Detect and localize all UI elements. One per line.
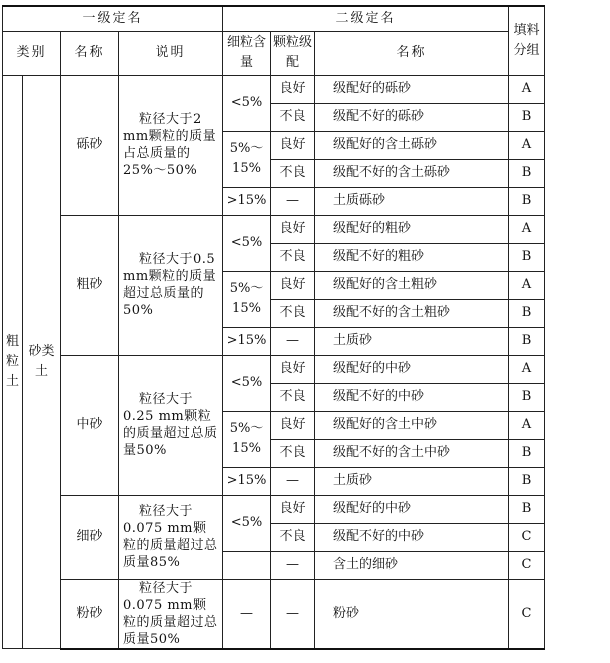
fine-content-range: <5% bbox=[223, 495, 271, 551]
gradation-cell: 良好 bbox=[271, 131, 315, 159]
soil-name-cell: 级配好的中砂 bbox=[315, 355, 509, 383]
gradation-cell: — bbox=[271, 467, 315, 495]
gradation-cell: — bbox=[271, 579, 315, 649]
header-gradation: 颗粒级配 bbox=[271, 31, 315, 75]
gradation-cell: — bbox=[271, 551, 315, 579]
soil-name-cell: 级配不好的中砂 bbox=[315, 523, 509, 551]
header-description: 说明 bbox=[119, 31, 223, 75]
gradation-cell: 良好 bbox=[271, 215, 315, 243]
soil-name-cell: 级配不好的粗砂 bbox=[315, 243, 509, 271]
fill-group-cell: A bbox=[509, 271, 545, 299]
fill-group-cell: B bbox=[509, 187, 545, 215]
gradation-cell: 不良 bbox=[271, 439, 315, 467]
gradation-cell: 良好 bbox=[271, 355, 315, 383]
fill-group-cell: B bbox=[509, 327, 545, 355]
soil-name-cell: 土质砂 bbox=[315, 467, 509, 495]
fine-content-range bbox=[223, 551, 271, 579]
group-name: 细砂 bbox=[61, 495, 119, 579]
soil-name-cell: 级配不好的含土砾砂 bbox=[315, 159, 509, 187]
fill-group-cell: B bbox=[509, 103, 545, 131]
soil-name-cell: 级配好的含土砾砂 bbox=[315, 131, 509, 159]
fill-group-cell: B bbox=[509, 243, 545, 271]
fine-content-range: 5%～15% bbox=[223, 271, 271, 327]
header-level2: 二级定名 bbox=[223, 6, 509, 31]
fill-group-cell: B bbox=[509, 299, 545, 327]
group-description: 粒径大于0.075 mm颗粒的质量超过总质量85% bbox=[119, 495, 223, 579]
soil-name-cell: 级配好的粗砂 bbox=[315, 215, 509, 243]
fine-content-range: >15% bbox=[223, 467, 271, 495]
soil-name-cell: 级配不好的含土粗砂 bbox=[315, 299, 509, 327]
header-fine-content: 细粒含量 bbox=[223, 31, 271, 75]
fine-content-range: 5%～15% bbox=[223, 131, 271, 187]
fine-content-range: — bbox=[223, 579, 271, 649]
header-name2: 名称 bbox=[315, 31, 509, 75]
gradation-cell: 良好 bbox=[271, 495, 315, 523]
soil-name-cell: 含土的细砂 bbox=[315, 551, 509, 579]
header-row-1 bbox=[3, 6, 545, 31]
gradation-cell: 不良 bbox=[271, 299, 315, 327]
gradation-cell: 良好 bbox=[271, 271, 315, 299]
table-row bbox=[3, 579, 545, 649]
fine-content-range: 5%～15% bbox=[223, 411, 271, 467]
fill-group-cell: A bbox=[509, 355, 545, 383]
soil-name-cell: 级配不好的含土中砂 bbox=[315, 439, 509, 467]
soil-name-cell: 粉砂 bbox=[315, 579, 509, 649]
fine-content-range: >15% bbox=[223, 187, 271, 215]
fill-group-cell: C bbox=[509, 579, 545, 649]
group-name: 中砂 bbox=[61, 355, 119, 495]
group-description: 粒径大于0.075 mm颗粒的质量超过总质量50% bbox=[119, 579, 223, 649]
gradation-cell: 不良 bbox=[271, 243, 315, 271]
fill-group-cell: B bbox=[509, 495, 545, 523]
gradation-cell: — bbox=[271, 327, 315, 355]
soil-name-cell: 级配好的含土中砂 bbox=[315, 411, 509, 439]
soil-name-cell: 级配好的含土粗砂 bbox=[315, 271, 509, 299]
fill-group-cell: A bbox=[509, 215, 545, 243]
soil-name-cell: 土质砾砂 bbox=[315, 187, 509, 215]
group-name: 粉砂 bbox=[61, 579, 119, 649]
table-body bbox=[3, 5, 545, 649]
table-row bbox=[3, 75, 545, 103]
header-row-2 bbox=[3, 31, 545, 75]
fill-group-cell: A bbox=[509, 411, 545, 439]
fill-group-cell: B bbox=[509, 439, 545, 467]
fill-group-cell: B bbox=[509, 159, 545, 187]
fill-group-cell: A bbox=[509, 75, 545, 103]
gradation-cell: 不良 bbox=[271, 159, 315, 187]
soil-name-cell: 级配不好的中砂 bbox=[315, 383, 509, 411]
header-fill-group: 填料分组 bbox=[509, 6, 545, 75]
fill-group-cell: B bbox=[509, 383, 545, 411]
gradation-cell: 良好 bbox=[271, 75, 315, 103]
fill-group-cell: C bbox=[509, 523, 545, 551]
soil-name-cell: 级配好的砾砂 bbox=[315, 75, 509, 103]
fine-content-range: <5% bbox=[223, 215, 271, 271]
soil-name-cell: 土质砂 bbox=[315, 327, 509, 355]
fine-content-range: <5% bbox=[223, 355, 271, 411]
header-level1: 一级定名 bbox=[3, 6, 223, 31]
group-description: 粒径大于0.25 mm颗粒的质量超过总质量50% bbox=[119, 355, 223, 495]
gradation-cell: 良好 bbox=[271, 411, 315, 439]
table-row bbox=[3, 215, 545, 243]
gradation-cell: 不良 bbox=[271, 383, 315, 411]
table-row bbox=[3, 495, 545, 523]
table-row bbox=[3, 355, 545, 383]
fill-group-cell: C bbox=[509, 551, 545, 579]
header-category: 类别 bbox=[3, 31, 61, 75]
header-name1: 名称 bbox=[61, 31, 119, 75]
fill-group-cell: B bbox=[509, 467, 545, 495]
category-minor-cell: 砂类土 bbox=[23, 75, 61, 649]
fine-content-range: <5% bbox=[223, 75, 271, 131]
soil-name-cell: 级配不好的砾砂 bbox=[315, 103, 509, 131]
soil-classification-table bbox=[2, 5, 545, 650]
group-name: 粗砂 bbox=[61, 215, 119, 355]
fill-group-cell: A bbox=[509, 131, 545, 159]
category-major-cell: 粗粒土 bbox=[3, 75, 23, 649]
gradation-cell: — bbox=[271, 187, 315, 215]
gradation-cell: 不良 bbox=[271, 103, 315, 131]
group-name: 砾砂 bbox=[61, 75, 119, 215]
group-description: 粒径大于2 mm颗粒的质量占总质量的25%～50% bbox=[119, 75, 223, 215]
soil-name-cell: 级配好的中砂 bbox=[315, 495, 509, 523]
fine-content-range: >15% bbox=[223, 327, 271, 355]
group-description: 粒径大于0.5 mm颗粒的质量超过总质量的50% bbox=[119, 215, 223, 355]
gradation-cell: 不良 bbox=[271, 523, 315, 551]
